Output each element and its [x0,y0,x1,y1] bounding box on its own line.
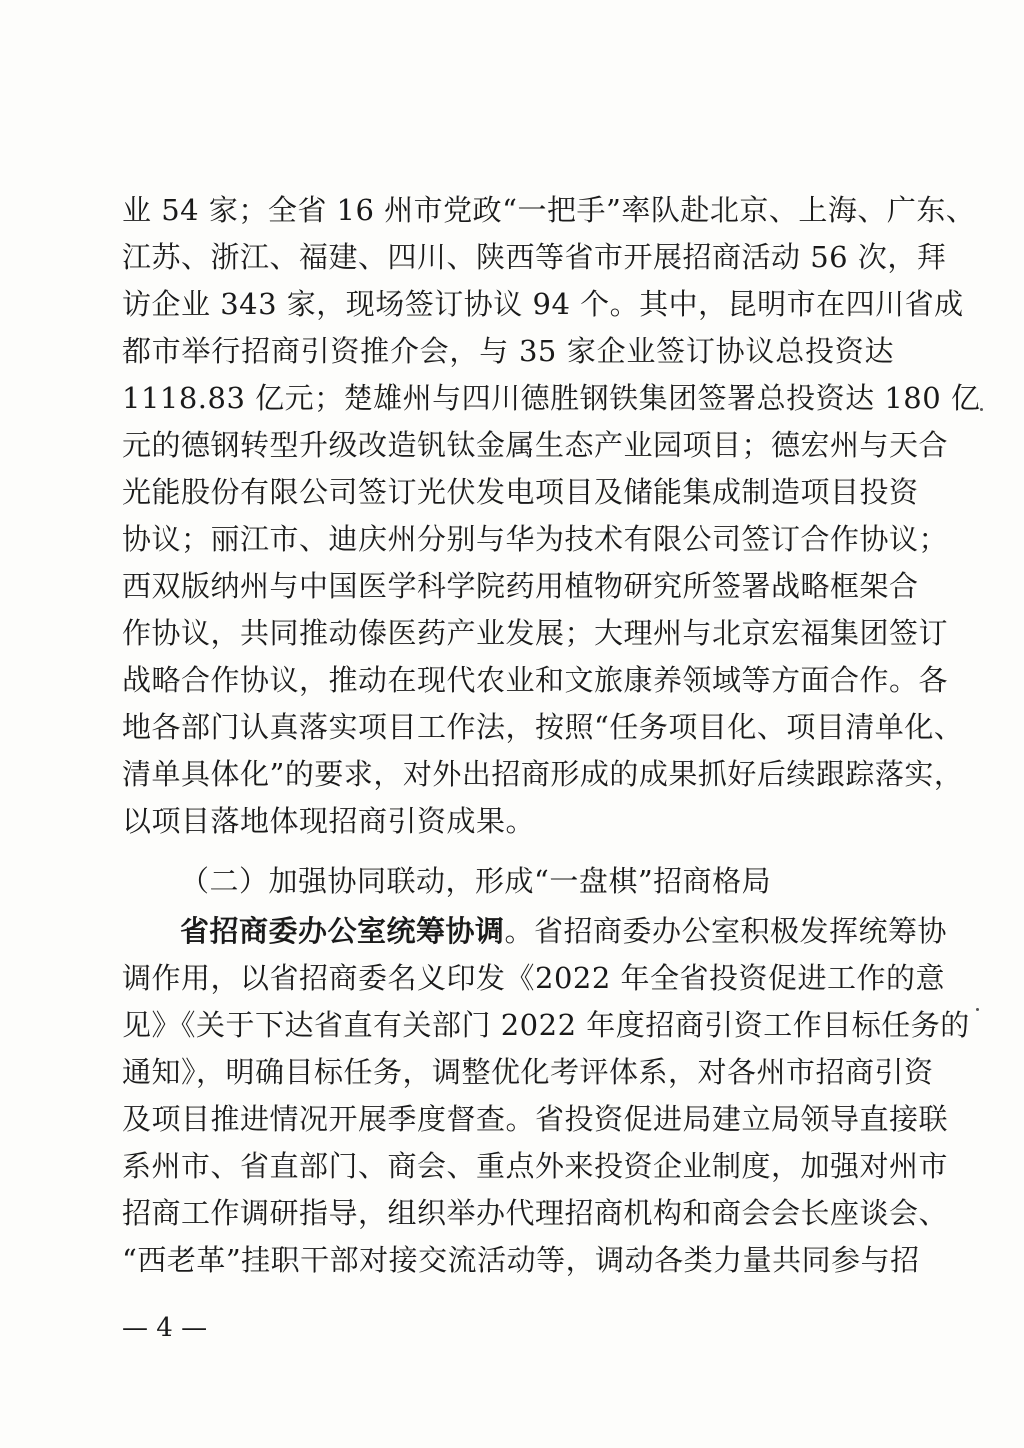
body-line: “西老革”挂职干部对接交流活动等，调动各类力量共同参与招 [122,1243,920,1277]
paragraph-lead: 省招商委办公室统筹协调 [180,914,505,948]
scan-speck [976,1008,979,1011]
paragraph-first-rest: 。省招商委办公室积极发挥统筹协 [504,914,948,948]
body-line: 招商工作调研指导，组织举办代理招商机构和商会会长座谈会、 [122,1196,949,1230]
body-line: 系州市、省直部门、商会、重点外来投资企业制度，加强对州市 [122,1149,949,1183]
body-line: 协议；丽江市、迪庆州分别与华为技术有限公司签订合作协议； [122,522,949,556]
body-line: 元的德钢转型升级改造钒钛金属生态产业园项目；德宏州与天合 [122,428,949,462]
body-line: 战略合作协议，推动在现代农业和文旅康养领域等方面合作。各 [122,663,949,697]
body-line: 访企业 343 家，现场签订协议 94 个。其中，昆明市在四川省成 [122,287,964,321]
body-line: 江苏、浙江、福建、四川、陕西等省市开展招商活动 56 次，拜 [122,240,947,274]
body-line: 业 54 家；全省 16 州市党政“一把手”率队赴北京、上海、广东、 [122,193,976,227]
body-line: 光能股份有限公司签订光伏发电项目及储能集成制造项目投资 [122,475,919,509]
body-line: 1118.83 亿元；楚雄州与四川德胜钢铁集团签署总投资达 180 亿 [122,381,981,415]
scan-speck [980,408,983,411]
body-line: 以项目落地体现招商引资成果。 [122,804,536,838]
body-line: 西双版纳州与中国医学科学院药用植物研究所签署战略框架合 [122,569,919,603]
paragraph-first-line [180,907,948,955]
body-line: 调作用，以省招商委名义印发《2022 年全省投资促进工作的意 [122,961,946,995]
body-line: 都市举行招商引资推介会，与 35 家企业签订协议总投资达 [122,334,894,368]
body-line: 通知》，明确目标任务，调整优化考评体系，对各州市招商引资 [122,1055,934,1089]
body-line: 作协议，共同推动傣医药产业发展；大理州与北京宏福集团签订 [122,616,949,650]
body-line: 地各部门认真落实项目工作法，按照“任务项目化、项目清单化、 [122,710,964,744]
body-line: 见》《关于下达省直有关部门 2022 年度招商引资工作目标任务的 [122,1008,970,1042]
section-heading: （二）加强协同联动，形成“一盘棋”招商格局 [180,864,772,898]
page-number: — 4 — [122,1313,208,1343]
body-line: 及项目推进情况开展季度督查。省投资促进局建立局领导直接联 [122,1102,949,1136]
body-line: 清单具体化”的要求，对外出招商形成的成果抓好后续跟踪落实， [122,757,964,791]
